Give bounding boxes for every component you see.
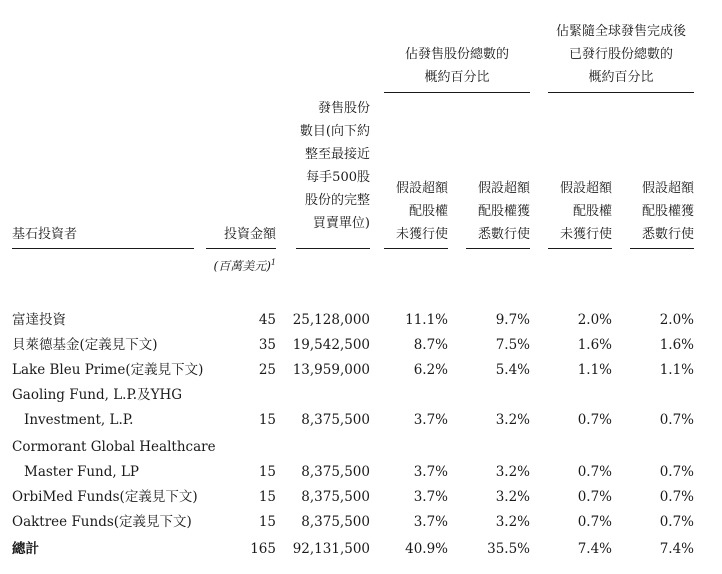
amount-header-rule [206, 248, 276, 249]
amount-unit-text: (百萬美元) [213, 259, 271, 273]
table-row [0, 408, 722, 433]
pct-cell: 3.2% [495, 489, 530, 505]
investor-name: Gaoling Fund, L.P.及YHG [12, 387, 183, 403]
subheader-line: 配股權獲 [477, 204, 530, 219]
group2-rule [548, 92, 694, 93]
pct-cell: 1.1% [577, 362, 612, 378]
subheader-line: 假設超額 [395, 181, 448, 196]
subheader-fully-exercised-1 [466, 177, 530, 246]
subheader-line: 假設超額 [641, 181, 694, 196]
table-row [0, 485, 722, 510]
subheader-not-exercised-2 [548, 177, 612, 246]
amount-cell: 15 [258, 489, 276, 505]
subheader-line: 未獲行使 [395, 227, 448, 242]
total-pct-cell: 7.4% [659, 541, 694, 557]
pct-cell: 0.7% [659, 514, 694, 530]
group2-header [548, 20, 694, 89]
group2-header-line: 概約百分比 [588, 70, 654, 85]
pct-cell: 2.0% [659, 312, 694, 328]
amount-cell: 15 [258, 412, 276, 428]
pct-cell: 0.7% [659, 489, 694, 505]
pct-cell: 3.7% [413, 464, 448, 480]
total-pct-cell: 7.4% [577, 541, 612, 557]
col2-header-rule [466, 248, 530, 249]
shares-cell: 13,959,000 [292, 362, 370, 378]
footnote-marker: 1 [270, 258, 276, 267]
shares-header-rule [296, 248, 370, 249]
shares-cell: 8,375,500 [301, 514, 370, 530]
subheader-line: 配股權 [572, 204, 612, 219]
shares-header-line: 整至最接近 [304, 147, 370, 162]
shares-cell: 8,375,500 [301, 464, 370, 480]
table-row [0, 333, 722, 358]
pct-cell: 3.7% [413, 412, 448, 428]
subheader-line: 配股權獲 [641, 204, 694, 219]
pct-cell: 3.7% [413, 514, 448, 530]
total-label: 總計 [12, 541, 39, 557]
group2-header-line: 已發行股份總數的 [568, 47, 673, 62]
investor-name-continued: Master Fund, LP [24, 464, 139, 480]
table-row [0, 460, 722, 485]
col1-header-rule [384, 248, 448, 249]
group1-header [384, 43, 530, 89]
investor-name: OrbiMed Funds(定義見下文) [12, 489, 198, 505]
pct-cell: 1.6% [659, 337, 694, 353]
subheader-not-exercised-1 [384, 177, 448, 246]
investor-header: 基石投資者 [12, 227, 78, 242]
shares-header-line: 每手500股 [306, 170, 370, 185]
col3-header-rule [548, 248, 612, 249]
investor-name: 富達投資 [12, 312, 66, 328]
shares-cell: 25,128,000 [292, 312, 370, 328]
pct-cell: 0.7% [659, 464, 694, 480]
shares-header [288, 97, 370, 235]
investor-name: Lake Bleu Prime(定義見下文) [12, 362, 204, 378]
amount-cell: 15 [258, 514, 276, 530]
pct-cell: 0.7% [577, 489, 612, 505]
investor-name: Cormorant Global Healthcare [12, 439, 216, 455]
group1-rule [384, 92, 530, 93]
shares-cell: 19,542,500 [292, 337, 370, 353]
subheader-line: 悉數行使 [641, 227, 694, 242]
col4-header-rule [630, 248, 694, 249]
amount-unit [190, 257, 276, 274]
table-row-name-line [0, 435, 722, 460]
pct-cell: 2.0% [577, 312, 612, 328]
subheader-line: 未獲行使 [559, 227, 612, 242]
pct-cell: 6.2% [413, 362, 448, 378]
shares-cell: 8,375,500 [301, 489, 370, 505]
investor-header-rule [12, 248, 194, 249]
pct-cell: 11.1% [405, 312, 448, 328]
pct-cell: 8.7% [413, 337, 448, 353]
pct-cell: 0.7% [577, 464, 612, 480]
shares-cell: 8,375,500 [301, 412, 370, 428]
group2-header-line: 佔緊隨全球發售完成後 [555, 24, 686, 39]
total-pct-cell: 40.9% [405, 541, 448, 557]
subheader-line: 配股權 [408, 204, 448, 219]
pct-cell: 9.7% [495, 312, 530, 328]
pct-cell: 1.6% [577, 337, 612, 353]
pct-cell: 0.7% [577, 412, 612, 428]
pct-cell: 3.2% [495, 514, 530, 530]
total-amount-cell: 165 [250, 541, 276, 557]
pct-cell: 1.1% [659, 362, 694, 378]
subheader-fully-exercised-2 [630, 177, 694, 246]
table-row [0, 358, 722, 383]
total-row [0, 537, 722, 562]
shares-header-line: 股份的完整 [304, 193, 370, 208]
shares-header-line: 發售股份 [317, 101, 370, 116]
shares-header-line: 買賣單位) [312, 216, 370, 231]
pct-cell: 3.2% [495, 464, 530, 480]
investor-name-continued: Investment, L.P. [24, 412, 134, 428]
pct-cell: 5.4% [495, 362, 530, 378]
pct-cell: 3.2% [495, 412, 530, 428]
pct-cell: 7.5% [495, 337, 530, 353]
table-row [0, 308, 722, 333]
table-row-name-line [0, 383, 722, 408]
subheader-line: 假設超額 [559, 181, 612, 196]
group1-header-line: 概約百分比 [424, 70, 490, 85]
amount-cell: 35 [258, 337, 276, 353]
amount-cell: 25 [258, 362, 276, 378]
pct-cell: 3.7% [413, 489, 448, 505]
table-row [0, 510, 722, 535]
subheader-line: 悉數行使 [477, 227, 530, 242]
amount-header: 投資金額 [223, 227, 276, 242]
investor-name: 貝萊德基金(定義見下文) [12, 337, 158, 353]
amount-cell: 45 [258, 312, 276, 328]
group1-header-line: 佔發售股份總數的 [404, 47, 509, 62]
investor-name: Oaktree Funds(定義見下文) [12, 514, 192, 530]
pct-cell: 0.7% [577, 514, 612, 530]
shares-header-line: 數目(向下約 [299, 124, 370, 139]
subheader-line: 假設超額 [477, 181, 530, 196]
total-shares-cell: 92,131,500 [292, 541, 370, 557]
total-pct-cell: 35.5% [487, 541, 530, 557]
amount-cell: 15 [258, 464, 276, 480]
pct-cell: 0.7% [659, 412, 694, 428]
